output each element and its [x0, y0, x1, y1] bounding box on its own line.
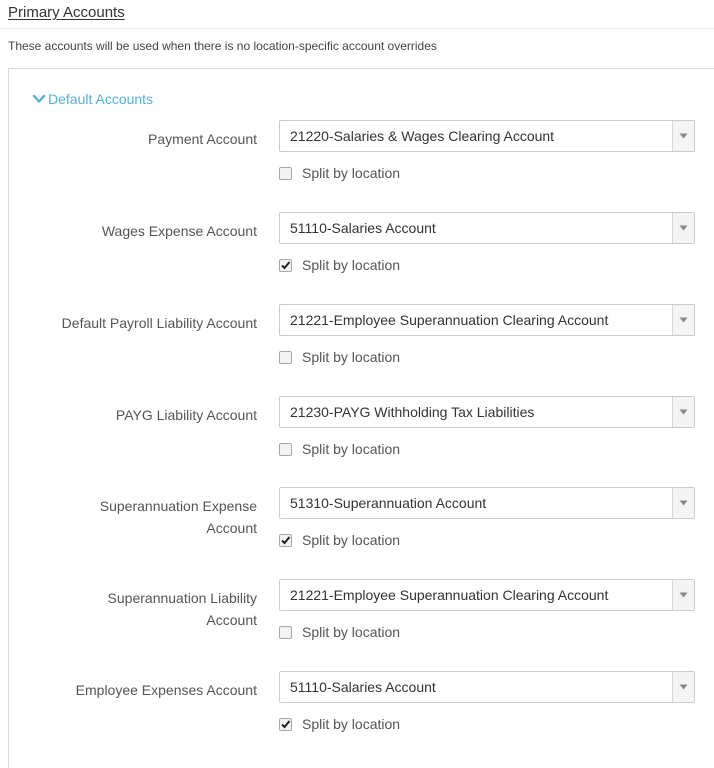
employee-expenses-account-select[interactable]	[279, 671, 695, 703]
payment-account-split[interactable]	[279, 165, 400, 181]
payg-liability-account-select[interactable]	[279, 396, 695, 428]
title-divider	[0, 28, 714, 29]
dropdown-arrow-icon	[672, 397, 694, 427]
selected-value: 51110-Salaries Account	[290, 679, 436, 695]
split-checkbox[interactable]	[279, 626, 292, 639]
superannuation-liability-account-split[interactable]	[279, 624, 400, 640]
wages-expense-account-split[interactable]	[279, 257, 400, 273]
split-checkbox[interactable]	[279, 718, 292, 731]
selected-value: 21220-Salaries & Wages Clearing Account	[290, 128, 555, 144]
split-label: Split by location	[302, 624, 401, 640]
check-icon	[280, 719, 291, 730]
superannuation-liability-account-select[interactable]	[279, 579, 695, 611]
superannuation-expense-account-split[interactable]	[279, 532, 400, 548]
payment-account-label: Payment Account	[148, 131, 257, 147]
page-description: These accounts will be used when there is no location-specific account overrides	[8, 39, 437, 53]
split-checkbox[interactable]	[279, 443, 292, 456]
dropdown-arrow-icon	[672, 580, 694, 610]
split-label: Split by location	[302, 165, 401, 181]
dropdown-arrow-icon	[672, 672, 694, 702]
wages-expense-account-label: Wages Expense Account	[101, 223, 257, 239]
superannuation-liability-account-label: Superannuation Liability Account	[107, 590, 257, 628]
selected-value: 21221-Employee Superannuation Clearing Account	[290, 312, 609, 328]
selected-value: 21230-PAYG Withholding Tax Liabilities	[290, 404, 535, 420]
dropdown-arrow-icon	[672, 213, 694, 243]
dropdown-arrow-icon	[672, 121, 694, 151]
wages-expense-account-select[interactable]	[279, 212, 695, 244]
split-label: Split by location	[302, 716, 401, 732]
default-accounts-toggle[interactable]	[32, 91, 153, 107]
split-label: Split by location	[302, 349, 401, 365]
check-icon	[280, 535, 291, 546]
check-icon	[280, 260, 291, 271]
dropdown-arrow-icon	[672, 488, 694, 518]
split-checkbox[interactable]	[279, 351, 292, 364]
selected-value: 51110-Salaries Account	[290, 220, 436, 236]
page-title: Primary Accounts	[8, 4, 125, 21]
split-label: Split by location	[302, 257, 401, 273]
split-label: Split by location	[302, 441, 401, 457]
split-checkbox[interactable]	[279, 534, 292, 547]
employee-expenses-account-label: Employee Expenses Account	[75, 682, 257, 698]
payment-account-select[interactable]	[279, 120, 695, 152]
section-label: Default Accounts	[48, 91, 154, 107]
selected-value: 51310-Superannuation Account	[290, 495, 487, 511]
payg-liability-account-label: PAYG Liability Account	[115, 407, 257, 423]
default-payroll-liability-account-split[interactable]	[279, 349, 400, 365]
selected-value: 21221-Employee Superannuation Clearing Account	[290, 587, 609, 603]
default-payroll-liability-account-select[interactable]	[279, 304, 695, 336]
split-checkbox[interactable]	[279, 167, 292, 180]
split-label: Split by location	[302, 532, 401, 548]
dropdown-arrow-icon	[672, 305, 694, 335]
split-checkbox[interactable]	[279, 259, 292, 272]
payg-liability-account-split[interactable]	[279, 441, 400, 457]
superannuation-expense-account-label: Superannuation Expense Account	[99, 498, 257, 536]
default-payroll-liability-account-label: Default Payroll Liability Account	[61, 315, 257, 331]
superannuation-expense-account-select[interactable]	[279, 487, 695, 519]
chevron-down-icon	[32, 93, 46, 105]
employee-expenses-account-split[interactable]	[279, 716, 400, 732]
